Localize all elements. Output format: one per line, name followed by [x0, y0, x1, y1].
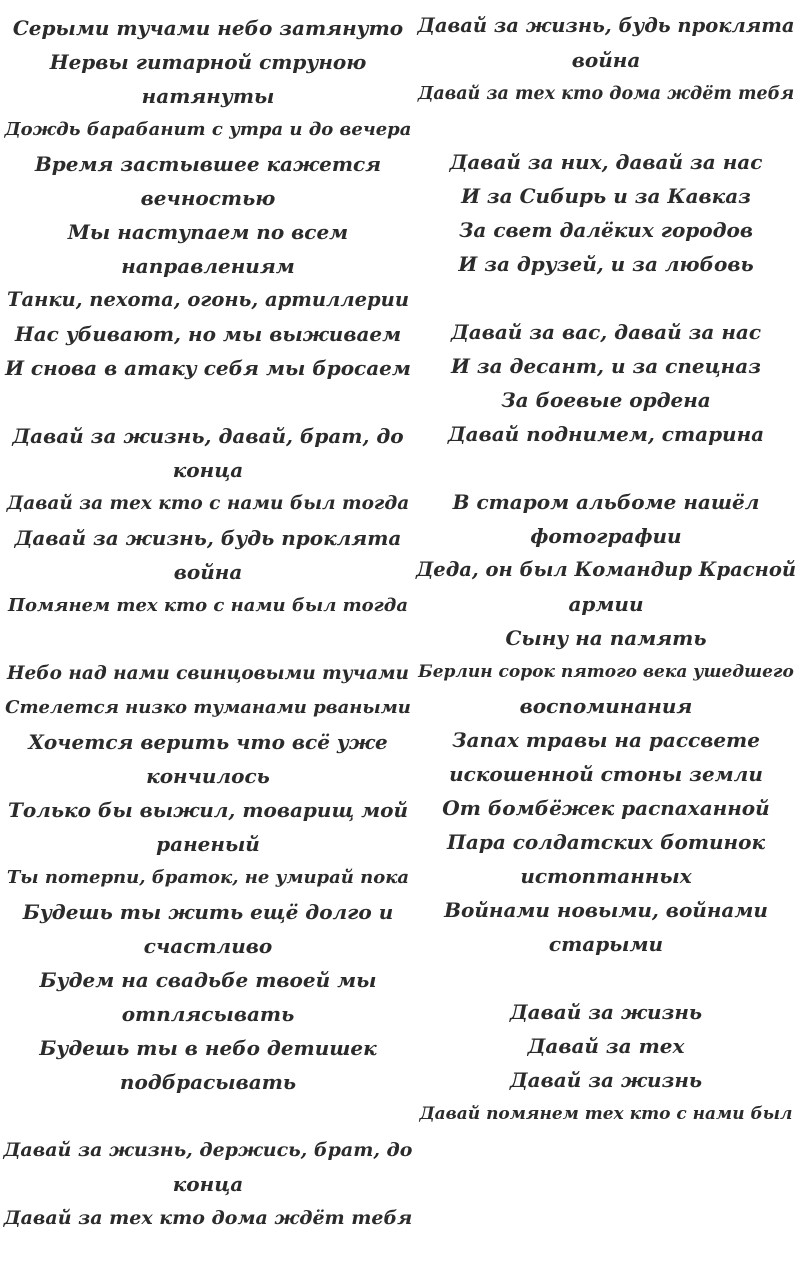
right-lyric-line: В старом альбоме нашёл [452, 490, 760, 514]
left-lyric-line: И снова в атаку себя мы бросаем [5, 356, 411, 380]
left-lyric-line: Танки, пехота, огонь, артиллерии [6, 288, 410, 311]
right-lyric-line: Сыну на память [505, 626, 707, 650]
left-lyric-line: Давай за тех кто дома ждёт тебя [3, 1207, 413, 1229]
right-lyric-line: Запах травы на рассвете [452, 728, 760, 752]
left-lyric-line: Только бы выжил, товарищ мой [7, 798, 409, 822]
lyrics-right-column [414, 0, 800, 1268]
left-lyric-line: война [173, 560, 243, 584]
left-lyric-line: натянуты [141, 84, 275, 108]
right-lyric-line: Давай поднимем, старина [447, 422, 765, 446]
left-lyric-line: Будешь ты в небо детишек [39, 1036, 377, 1060]
right-lyric-line: армии [568, 592, 644, 616]
right-lyric-line: воспоминания [519, 694, 693, 718]
left-lyric-line: Давай за жизнь, давай, брат, до [12, 424, 404, 448]
left-lyric-line: счастливо [143, 934, 273, 958]
right-lyric-line: Давай за жизнь [509, 1000, 703, 1024]
right-lyric-line: Давай помянем тех кто с нами был [419, 1104, 793, 1124]
left-lyric-line: подбрасывать [119, 1070, 297, 1094]
right-lyric-line: Давай за жизнь [509, 1068, 703, 1092]
right-lyric-line: Берлин сорок пятого века ушедшего [418, 662, 794, 682]
left-lyric-line: Давай за жизнь, будь проклята [14, 526, 402, 550]
right-lyric-line: Давай за вас, давай за нас [450, 320, 762, 344]
right-lyric-line: Давай за жизнь, будь проклята [417, 14, 795, 37]
left-lyric-line: раненый [156, 832, 260, 856]
right-lyric-line: За свет далёких городов [459, 218, 753, 242]
right-lyric-line: И за друзей, и за любовь [458, 252, 754, 276]
right-lyric-line: старыми [548, 932, 664, 956]
left-lyric-line: Серыми тучами небо затянуто [12, 16, 404, 40]
left-lyric-line: Стелется низко туманами рваными [5, 697, 411, 718]
right-lyric-line: От бомбёжек распаханной [442, 796, 770, 820]
right-lyric-line: Пара солдатских ботинок [446, 830, 766, 854]
right-lyric-line: И за Сибирь и за Кавказ [461, 184, 751, 208]
right-lyric-line: Давай за тех кто дома ждёт тебя [417, 84, 795, 104]
right-lyric-line: истоптанных [520, 864, 692, 888]
right-lyric-line: искошенной стоны земли [449, 762, 763, 786]
left-lyric-line: Хочется верить что всё уже [28, 730, 388, 754]
right-lyric-line: фотографии [530, 524, 682, 548]
left-lyric-line: отплясывать [121, 1002, 295, 1026]
left-lyric-line: Нервы гитарной струною [49, 50, 367, 74]
left-lyric-line: Ты потерпи, браток, не умирай пока [6, 867, 410, 888]
left-lyric-line: конца [172, 458, 244, 482]
left-lyric-line: направлениям [121, 254, 295, 278]
left-lyric-line: Нас убивают, но мы выживаем [14, 322, 402, 346]
right-lyric-line: Давай за тех [527, 1034, 685, 1058]
right-lyric-line: Войнами новыми, войнами [444, 898, 768, 922]
left-lyric-line: Давай за тех кто с нами был тогда [6, 493, 410, 514]
right-lyric-line: Давай за них, давай за нас [449, 150, 763, 174]
right-lyric-line: война [571, 48, 641, 72]
right-lyric-line: За боевые ордена [501, 388, 711, 412]
left-lyric-line: Будешь ты жить ещё долго и [22, 900, 394, 924]
right-lyric-line: И за десант, и за спецназ [451, 354, 761, 378]
left-lyric-line: Дождь барабанит с утра и до вечера [4, 119, 412, 140]
left-lyric-line: Небо над нами свинцовыми тучами [6, 663, 409, 684]
left-lyric-line: вечностью [140, 186, 276, 210]
left-lyric-line: Будем на свадьбе твоей мы [39, 968, 377, 992]
left-lyric-line: конца [172, 1172, 244, 1196]
left-lyric-line: Время застывшее кажется [34, 152, 382, 176]
left-lyric-line: Помянем тех кто с нами был тогда [8, 595, 408, 616]
right-lyric-line: Деда, он был Командир Красной [415, 558, 797, 581]
left-lyric-line: Мы наступаем по всем [67, 220, 349, 244]
left-lyric-line: кончилось [146, 764, 270, 788]
left-lyric-line: Давай за жизнь, держись, брат, до [3, 1139, 413, 1161]
